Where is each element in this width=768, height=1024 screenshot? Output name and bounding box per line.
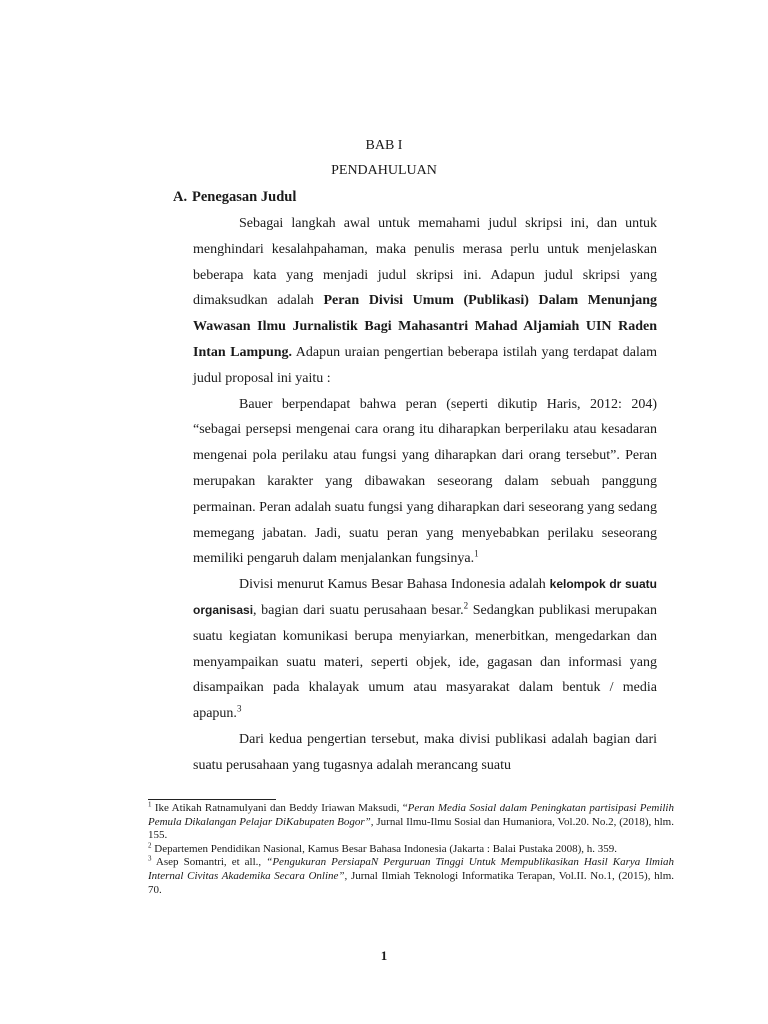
footnote-number: 2 — [148, 841, 152, 850]
footnote-text: Ike Atikah Ratnamulyani dan Beddy Iriawan Maksudi, “ — [151, 802, 408, 814]
section-title: Penegasan Judul — [192, 189, 297, 205]
section-heading — [173, 189, 296, 206]
paragraph-text: Dari kedua pengertian tersebut, maka divisi publikasi adalah bagian dari suatu perusahaan yang tugasnya adalah merancang suatu — [193, 731, 657, 773]
page-number: 1 — [380, 948, 388, 963]
footnotes — [148, 802, 674, 897]
footnote-number: 3 — [148, 854, 152, 863]
footnote-ref: 1 — [474, 548, 479, 559]
footnote — [148, 843, 674, 857]
definition-text: kelompok dr suatu organisasi — [193, 577, 658, 617]
footnote-title: “Pengukuran PersiapaN Perguruan Tinggi Untuk Mempublikasikan Hasil Karya Ilmiah Internal Civitas Akademika Secara Online”, — [148, 856, 674, 882]
paragraph — [193, 211, 657, 392]
footnote — [148, 802, 674, 843]
footnote-divider — [148, 799, 276, 800]
paragraph-text: Bauer berpendapat bahwa peran (seperti dikutip Haris, 2012: 204) “sebagai persepsi mengenai cara orang itu diharapkan berperilaku atau kesadaran mengenai pola perilaku atau fungsi yang diharapkan dari orang tersebut”. Peran merupakan karakter yang dibawakan seseorang dalam sebuah panggung permainan. Peran adalah suatu fungsi yang diharapkan dari seseorang yang sedang memegang jabatan. Jadi, suatu peran yang menyebabkan perilaku seseorang memiliki pengaruh dalam menjalankan fungsinya. — [193, 396, 657, 567]
paragraph-text: Sedangkan publikasi merupakan suatu kegiatan komunikasi berupa menyiarkan, menerbitkan, mengedarkan dan menyampaikan suatu materi, seperti objek, ide, gagasan dan informasi yang disampaikan pada khalayak umum atau masyarakat dalam bentuk / media apapun. — [193, 602, 658, 722]
paragraph — [193, 727, 657, 779]
footnote-text: Departemen Pendidikan Nasional, Kamus Besar Bahasa Indonesia (Jakarta : Balai Pustaka 2008), h. 359. — [151, 842, 618, 855]
paragraph-text: Adapun uraian pengertian beberapa istilah yang terdapat dalam judul proposal ini yaitu : — [193, 344, 658, 386]
footnote-text: Jurnal Ilmu-Ilmu Sosial dan Humaniora, Vol.20. No.2, (2018), hlm. 155. — [148, 815, 674, 842]
paragraph-text: Sebagai langkah awal untuk memahami judul skripsi ini, dan untuk menghindari kesalahpahaman, maka penulis merasa perlu untuk menjelaskan beberapa kata yang menjadi judul skripsi ini. Adapun judul skripsi yang dimaksudkan adalah — [193, 216, 657, 309]
chapter-heading: BAB I — [365, 138, 403, 153]
thesis-title: Peran Divisi Umum (Publikasi) Dalam Menunjang Wawasan Ilmu Jurnalistik Bagi Mahasantri Mahad Aljamiah UIN Raden Intan Lampung. — [193, 293, 658, 360]
paragraph-text: , bagian dari suatu perusahaan besar. — [253, 602, 464, 618]
footnote-text: Jurnal Ilmiah Teknologi Informatika Terapan, Vol.II. No.1, (2015), hlm. 70. — [148, 869, 674, 896]
paragraph — [193, 392, 657, 573]
footnote-text: Asep Somantri, et all., — [151, 856, 267, 869]
paragraph — [193, 572, 657, 727]
footnote-ref: 3 — [236, 703, 242, 714]
body-text — [193, 211, 657, 779]
footnote — [148, 856, 674, 897]
footnote-title: Peran Media Sosial dalam Peningkatan partisipasi Pemilih Pemula Dikalangan Pelajar DiKabupaten Bogor”, — [148, 802, 674, 828]
section-number: A. — [173, 189, 188, 205]
footnote-number: 1 — [148, 800, 152, 809]
footnote-ref: 2 — [463, 600, 469, 611]
paragraph-text: Divisi menurut Kamus Besar Bahasa Indonesia adalah — [239, 577, 550, 593]
chapter-title: PENDAHULUAN — [331, 163, 437, 178]
